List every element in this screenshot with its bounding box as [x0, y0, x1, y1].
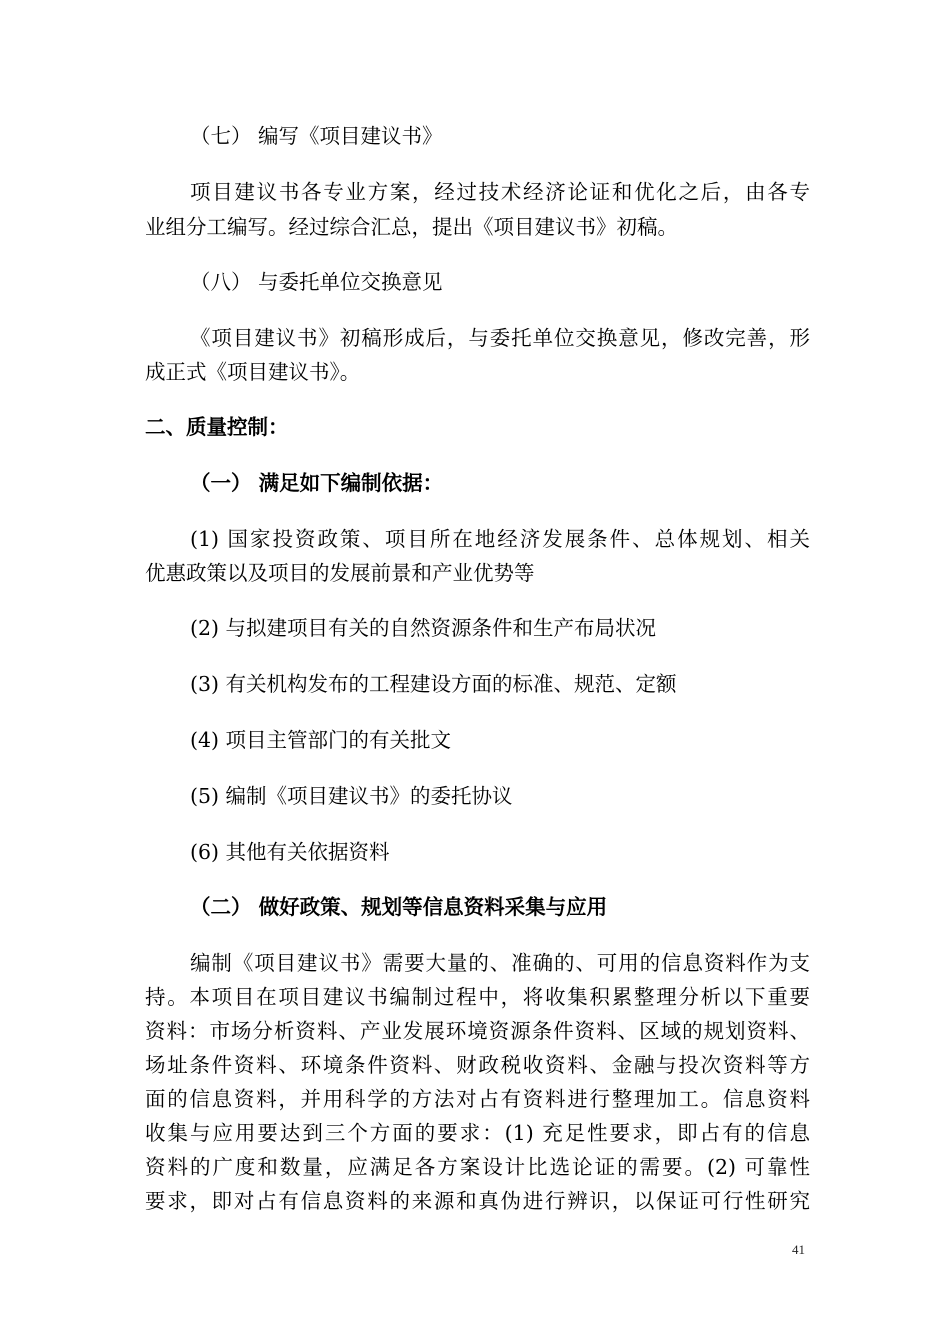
text-line: 项目建议书各专业方案，经过技术经济论证和优化之后，由各专 [190, 180, 810, 204]
text-line: 《项目建议书》初稿形成后，与委托单位交换意见，修改完善，形 [190, 326, 810, 350]
text-line: (2) 与拟建项目有关的自然资源条件和生产布局状况 [190, 616, 657, 640]
text-line: （八） 与委托单位交换意见 [190, 270, 443, 294]
text-line: 持。本项目在项目建议书编制过程中，将收集积累整理分析以下重要 [145, 985, 810, 1009]
text-line: (6) 其他有关依据资料 [190, 840, 390, 864]
text-line: 二、质量控制： [145, 415, 289, 439]
text-line: （七） 编写《项目建议书》 [190, 124, 443, 148]
text-line: （一） 满足如下编制依据： [190, 471, 444, 495]
text-line: (1) 国家投资政策、项目所在地经济发展条件、总体规划、相关 [190, 527, 810, 551]
text-line: 面的信息资料，并用科学的方法对占有资料进行整理加工。信息资料 [145, 1087, 810, 1111]
page-number: 41 [792, 1242, 805, 1257]
text-line: 资料：市场分析资料、产业发展环境资源条件资料、区域的规划资料、 [145, 1019, 810, 1043]
text-line: 编制《项目建议书》需要大量的、准确的、可用的信息资料作为支 [190, 951, 810, 975]
text-line: 成正式《项目建议书》。 [145, 360, 361, 384]
text-line: 收集与应用要达到三个方面的要求：(1) 充足性要求，即占有的信息 [145, 1121, 810, 1145]
text-line: （二） 做好政策、规划等信息资料采集与应用 [190, 895, 608, 919]
text-line: 资料的广度和数量，应满足各方案设计比选论证的需要。(2) 可靠性 [145, 1155, 810, 1179]
text-line: 业组分工编写。经过综合汇总，提出《项目建议书》初稿。 [145, 215, 678, 239]
text-line: (4) 项目主管部门的有关批文 [190, 728, 452, 752]
text-line: 场址条件资料、环境条件资料、财政税收资料、金融与投次资料等方 [145, 1053, 810, 1077]
text-line: 优惠政策以及项目的发展前景和产业优势等 [145, 561, 535, 585]
text-line: (5) 编制《项目建议书》的委托协议 [190, 784, 513, 808]
text-line: (3) 有关机构发布的工程建设方面的标准、规范、定额 [190, 672, 677, 696]
text-line: 要求，即对占有信息资料的来源和真伪进行辨识，以保证可行性研究 [145, 1189, 810, 1213]
